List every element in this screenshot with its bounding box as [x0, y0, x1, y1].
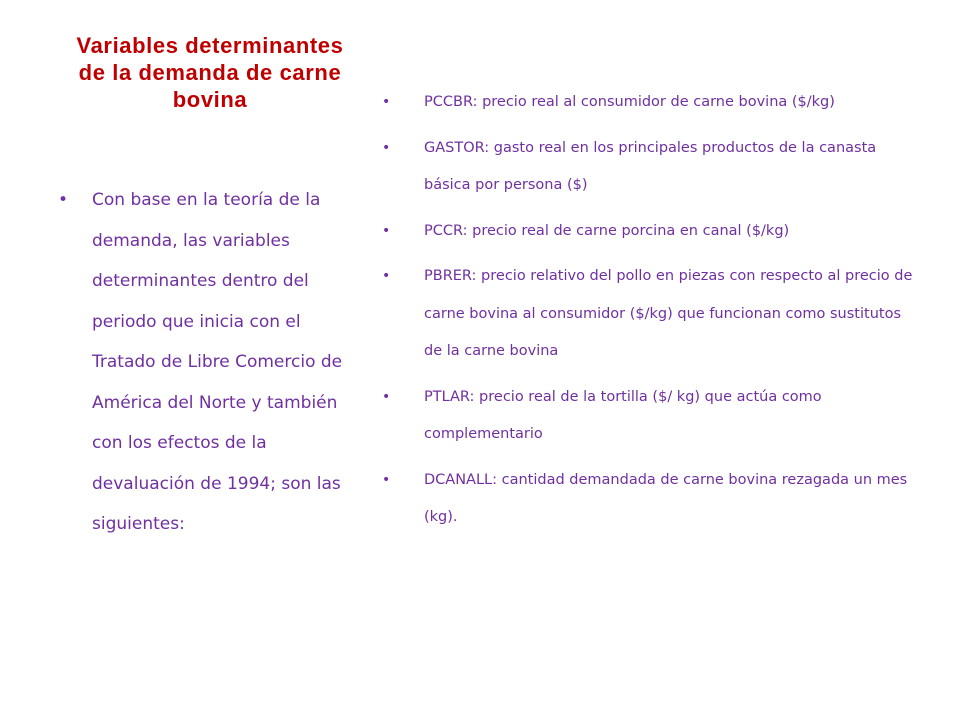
variable-text: PCCR: precio real de carne porcina en canal ($/kg) [424, 222, 790, 239]
variable-text: DCANALL: cantidad demandada de carne bovina rezagada un mes (kg). [424, 471, 908, 525]
bullet-icon: • [382, 222, 391, 239]
bullet-icon: • [382, 268, 391, 284]
bullet-icon: • [382, 94, 391, 110]
variable-text: PTLAR: precio real de la tortilla ($/ kg) que actúa como complementario [424, 388, 822, 442]
variable-text: GASTOR: gasto real en los principales productos de la canasta básica por persona ($) [424, 139, 877, 193]
slide-title: Variables determinantes de la demanda de carne bovina [76, 33, 344, 112]
variable-item-gastor [378, 130, 918, 205]
intro-list-item [56, 180, 366, 545]
variable-text: PCCBR: precio real al consumidor de carne bovina ($/kg) [424, 94, 835, 110]
variables-list [378, 84, 918, 545]
variable-item-ptlar [378, 379, 918, 454]
variable-item-pccbr [378, 84, 918, 122]
variable-item-pccr [378, 213, 918, 251]
bullet-icon: • [58, 190, 69, 210]
bullet-icon: • [382, 388, 391, 405]
bullet-icon: • [382, 139, 391, 156]
intro-text: Con base en la teoría de la demanda, las variables determinantes dentro del periodo que inicia con el Tratado de Libre Comercio de América del Norte y también con los efectos de la devaluación de 1994; son las siguientes: [92, 190, 343, 534]
intro-list [56, 180, 366, 545]
variable-item-dcanall [378, 462, 918, 537]
variable-text: PBRER: precio relativo del pollo en piezas con respecto al precio de carne bovina al consumidor ($/kg) que funcionan como sustitutos de la carne bovina [424, 268, 913, 359]
variable-item-pbrer [378, 258, 918, 371]
bullet-icon: • [382, 471, 391, 488]
